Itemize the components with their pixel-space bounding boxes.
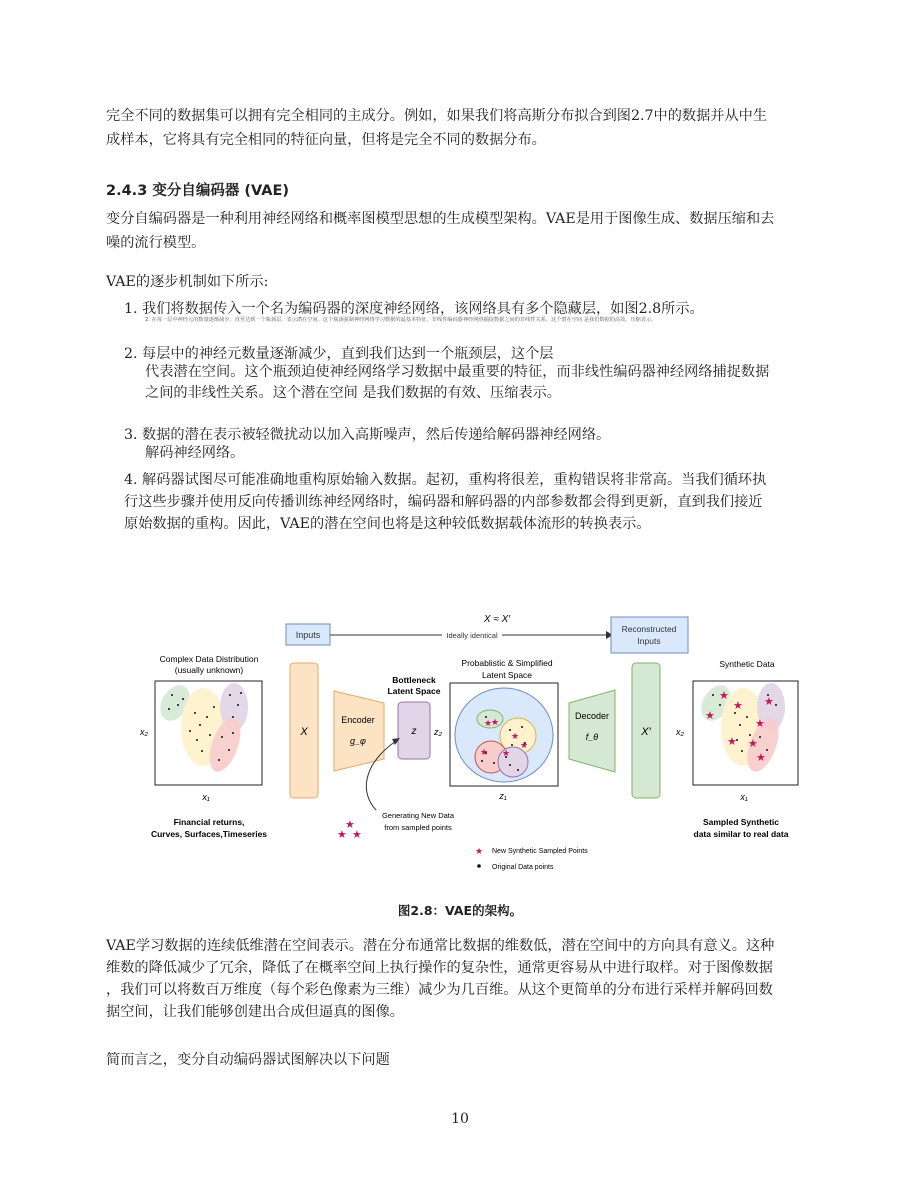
- svg-text:★: ★: [511, 731, 520, 741]
- svg-text:★: ★: [705, 710, 715, 722]
- after-line-4: 据空间，让我们能够创建出合成但逼真的图像。: [106, 1004, 404, 1020]
- latent-z2-label: z₂: [434, 727, 442, 737]
- section-heading: 2.4.3 变分自编码器 (VAE): [106, 183, 289, 199]
- complex-dist-label-1: Complex Data Distribution: [159, 654, 259, 664]
- page-number: 10: [451, 1111, 469, 1127]
- step-2-line-2: 代表潜在空间。这个瓶颈迫使神经网络学习数据中最重要的特征，而非线性编码器神经网络捕捉数据: [145, 364, 770, 380]
- svg-text:★: ★: [733, 700, 743, 712]
- ideally-identical-label: Ideally identical: [446, 631, 498, 640]
- svg-text:★: ★: [337, 829, 347, 841]
- step-4-line-3: 原始数据的重构。因此，VAE的潜在空间也将是这种较低数据载体流形的转换表示。: [124, 516, 651, 532]
- latent-z-label: z: [411, 726, 417, 737]
- mechanism-intro: VAE的逐步机制如下所示:: [106, 274, 269, 290]
- legend-orig-label: Original Data points: [492, 864, 554, 871]
- prob-latent-label-1: Probablistic & Simplified: [461, 658, 553, 668]
- x-input-label: X: [300, 726, 308, 738]
- sampled-label-2: data similar to real data: [693, 829, 789, 839]
- svg-text:★: ★: [755, 718, 765, 730]
- left-x1-label: x₁: [202, 792, 210, 802]
- x-prime-label: X′: [641, 726, 651, 738]
- intro-line-1: 完全不同的数据集可以拥有完全相同的主成分。例如，如果我们将高斯分布拟合到图2.7中的数据并从中生: [106, 108, 768, 124]
- legend-dot-icon: [477, 864, 481, 868]
- synthetic-data-label: Synthetic Data: [719, 659, 775, 669]
- decoder-label: Decoder: [574, 711, 610, 721]
- right-x2-label: x₂: [676, 727, 684, 737]
- svg-text:★: ★: [345, 819, 355, 831]
- svg-text:★: ★: [764, 696, 774, 708]
- prob-latent-label-2: Latent Space: [481, 670, 533, 680]
- step-1-tiny-note: 2. 在每一层中神经元的数量逐渐减少，直至达到一个瓶颈层，表示潜在空间。这个瓶颈强制神经网络学习数据的最基本特征，非线性编码器神经网络捕捉数据之间的非线性关系。这个潜在空间 是我们数据的高效、压缩表示。: [145, 317, 657, 323]
- svg-text:★: ★: [520, 740, 529, 750]
- reconstructed-label-2: Inputs: [637, 636, 661, 646]
- svg-text:★: ★: [719, 690, 729, 702]
- svg-text:★: ★: [352, 829, 362, 841]
- section-paragraph-line-1: 变分自编码器是一种利用神经网络和概率图模型思想的生成模型架构。VAE是用于图像生成、数据压缩和去: [106, 211, 775, 227]
- generating-label-1: Generating New Data: [381, 811, 455, 820]
- svg-text:★: ★: [756, 752, 766, 764]
- inputs-label: Inputs: [295, 630, 321, 640]
- svg-text:★: ★: [502, 748, 511, 758]
- reconstructed-label-1: Reconstructed: [621, 624, 677, 634]
- sampled-label-1: Sampled Synthetic: [702, 817, 780, 827]
- bottleneck-label-1: Bottleneck: [392, 675, 436, 685]
- step-1: 1. 我们将数据传入一个名为编码器的深度神经网络，该网络具有多个隐藏层，如图2.8所示。: [124, 301, 704, 317]
- after-line-3: ，我们可以将数百万维度（每个彩色像素为三维）减少为几百维。从这个更简单的分布进行采样并解码回数: [106, 982, 773, 998]
- step-2-line-1: 2. 每层中的神经元数量逐渐减少，直到我们达到一个瓶颈层，这个层: [124, 346, 554, 362]
- encoder-label: Encoder: [341, 715, 375, 725]
- svg-text:★: ★: [480, 747, 489, 757]
- right-x1-label: x₁: [740, 792, 748, 802]
- figure-caption: 图2.8：VAE的架构。: [397, 903, 523, 918]
- bottleneck-label-2: Latent Space: [387, 686, 441, 696]
- left-x2-label: x₂: [140, 727, 148, 737]
- step-2-line-3: 之间的非线性关系。这个潜在空间 是我们数据的有效、压缩表示。: [145, 385, 561, 401]
- step-3-line-2: 解码神经网络。: [145, 445, 245, 461]
- svg-text:★: ★: [491, 717, 500, 727]
- latent-z1-label: z₁: [499, 791, 507, 801]
- legend-new-label: New Synthetic Sampled Points: [492, 848, 588, 855]
- x-approx-label: X ≈ X′: [483, 614, 511, 625]
- svg-text:★: ★: [727, 736, 737, 748]
- encoder-function-label: g_φ: [350, 736, 366, 746]
- intro-line-2: 成样本，它将具有完全相同的特征向量，但将是完全不同的数据分布。: [106, 132, 546, 148]
- complex-dist-label-2: (usually unknown): [174, 665, 244, 675]
- financial-label-2: Curves, Surfaces,Timeseries: [150, 829, 268, 839]
- summary-line: 简而言之，变分自动编码器试图解决以下问题: [106, 1052, 390, 1068]
- svg-text:★: ★: [484, 718, 493, 728]
- svg-text:★: ★: [748, 738, 758, 750]
- step-3-line-1: 3. 数据的潜在表示被轻微扰动以加入高斯噪声，然后传递给解码器神经网络。: [124, 427, 611, 443]
- generating-label-2: from sampled points: [384, 823, 452, 832]
- vae-architecture-diagram: [0, 595, 920, 895]
- after-line-1: VAE学习数据的连续低维潜在空间表示。潜在分布通常比数据的维数低，潜在空间中的方向具有意义。这种: [106, 938, 775, 954]
- after-line-2: 维数的降低减少了冗余，降低了在概率空间上执行操作的复杂性，通常更容易从中进行取样。对于图像数据: [106, 960, 773, 976]
- step-4-line-1: 4. 解码器试图尽可能准确地重构原始输入数据。起初，重构将很差，重构错误将非常高。当我们循环执: [124, 472, 767, 488]
- legend-star-icon: ★: [475, 846, 484, 856]
- decoder-function-label: f_θ: [585, 732, 599, 742]
- reconstructed-box: [611, 617, 688, 653]
- decoder-shape: [569, 690, 615, 772]
- financial-label-1: Financial returns,: [173, 817, 245, 827]
- generating-stars: [337, 819, 362, 841]
- step-4-line-2: 行这些步骤并使用反向传播训练神经网络时，编码器和解码器的内部参数都会得到更新，直到我们接近: [124, 494, 763, 510]
- section-paragraph-line-2: 噪的流行模型。: [106, 235, 206, 251]
